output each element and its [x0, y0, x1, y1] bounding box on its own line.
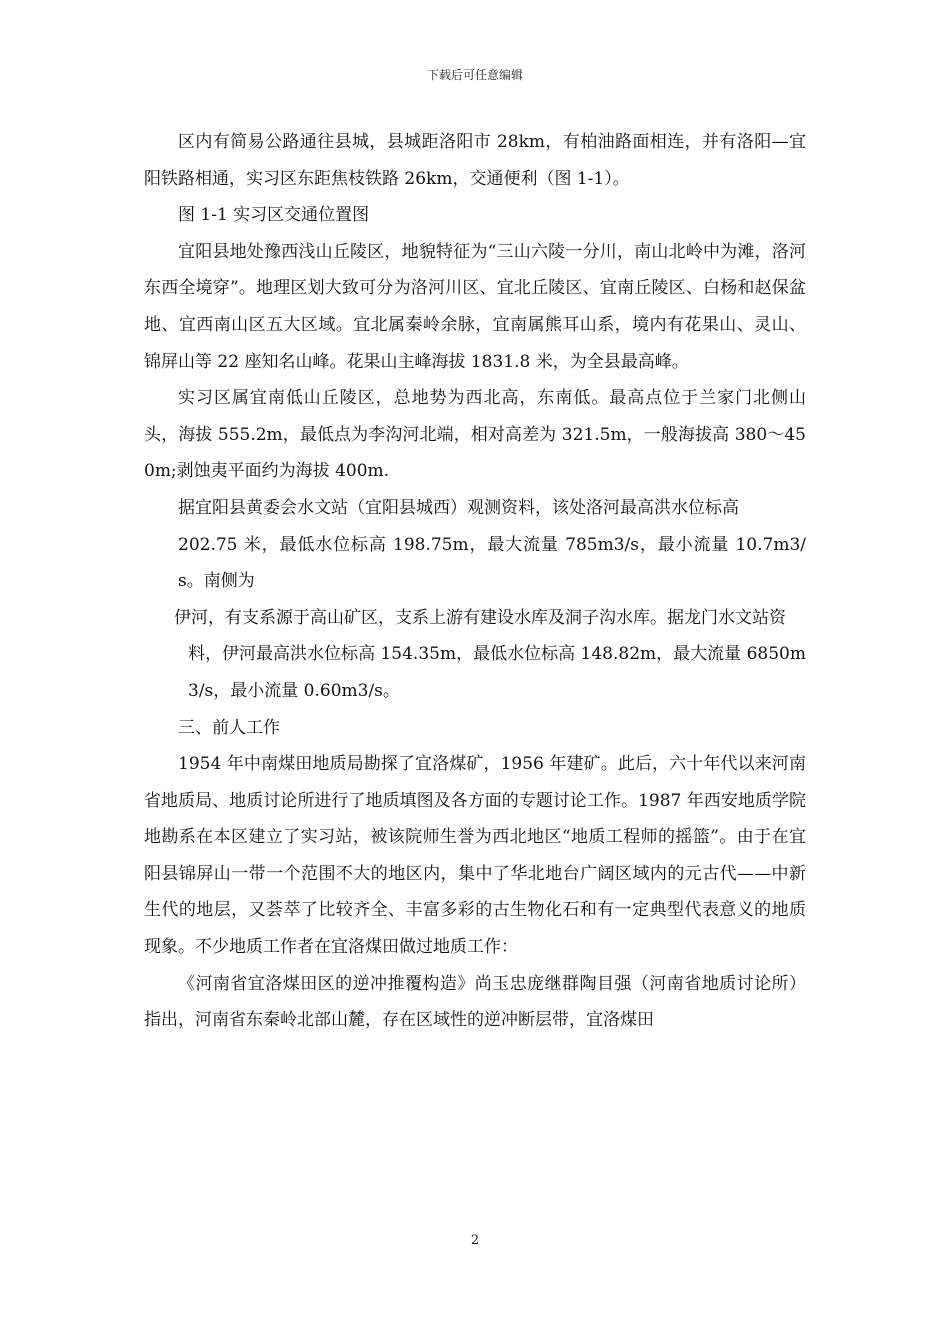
- paragraph-previous-work: 1954 年中南煤田地质局勘探了宜洛煤矿，1956 年建矿。此后，六十年代以来河南省地质局、地质讨论所进行了地质填图及各方面的专题讨论工作。1987 年西安地质学院地勘系在本区建立了实习站，被该院师生誉为西北地区“地质工程师的摇篮”。由于在宜阳县锦屏山一带一个范围不大的地区内，集中了华北地台广阔区域内的元古代——中新生代的地层，又荟萃了比较齐全、丰富多彩的古生物化石和有一定典型代表意义的地质现象。不少地质工作者在宜洛煤田做过地质工作：: [144, 754, 806, 958]
- paragraph-hydrology-intro: 据宜阳县黄委会水文站（宜阳县城西）观测资料，该处洛河最高洪水位标高: [178, 497, 739, 518]
- page-number: 2: [470, 1233, 480, 1248]
- figure-caption: 图 1-1 实习区交通位置图: [178, 205, 370, 226]
- section-heading-previous-work: 三、前人工作: [178, 717, 280, 738]
- paragraph-yihe-levels: 料，伊河最高洪水位标高 154.35m，最低水位标高 148.82m，最大流量 6850m3/s，最小流量 0.60m3/s。: [188, 644, 806, 701]
- paragraph-terrain: 实习区属宜南低山丘陵区，总地势为西北高，东南低。最高点位于兰家门北侧山头，海拔 555.2m，最低点为李沟河北端，相对高差为 321.5m，一般海拔高 380～450m;剥蚀夷平面约为海拔 400m.: [144, 388, 806, 482]
- paragraph-transport: 区内有简易公路通往县城，县城距洛阳市 28km，有柏油路面相连，并有洛阳—宜阳铁路相通，实习区东距焦枝铁路 26km，交通便利（图 1-1）。: [144, 132, 806, 189]
- paragraph-yihe-intro: 伊河，有支系源于高山矿区，支系上游有建设水库及洞子沟水库。据龙门水文站资: [174, 607, 786, 628]
- paragraph-thrust-structure: 《河南省宜洛煤田区的逆冲推覆构造》尚玉忠庞继群陶目强（河南省地质讨论所）指出，河南省东秦岭北部山麓，存在区域性的逆冲断层带，宜洛煤田: [144, 973, 806, 1031]
- paragraph-luohe-levels: 202.75 米，最低水位标高 198.75m，最大流量 785m3/s，最小流量 10.7m3/s。南侧为: [178, 534, 806, 592]
- page-header: 下载后可任意编辑: [426, 68, 523, 82]
- paragraph-geography: 宜阳县地处豫西浅山丘陵区，地貌特征为“三山六陵一分川，南山北岭中为滩，洛河东西全境穿”。地理区划大致可分为洛河川区、宜北丘陵区、宜南丘陵区、白杨和赵保盆地、宜西南山区五大区域。宜北属秦岭余脉，宜南属熊耳山系，境内有花果山、灵山、锦屏山等 22 座知名山峰。花果山主峰海拔 1831.8 米，为全县最高峰。: [144, 241, 806, 372]
- document-body: [144, 124, 806, 1039]
